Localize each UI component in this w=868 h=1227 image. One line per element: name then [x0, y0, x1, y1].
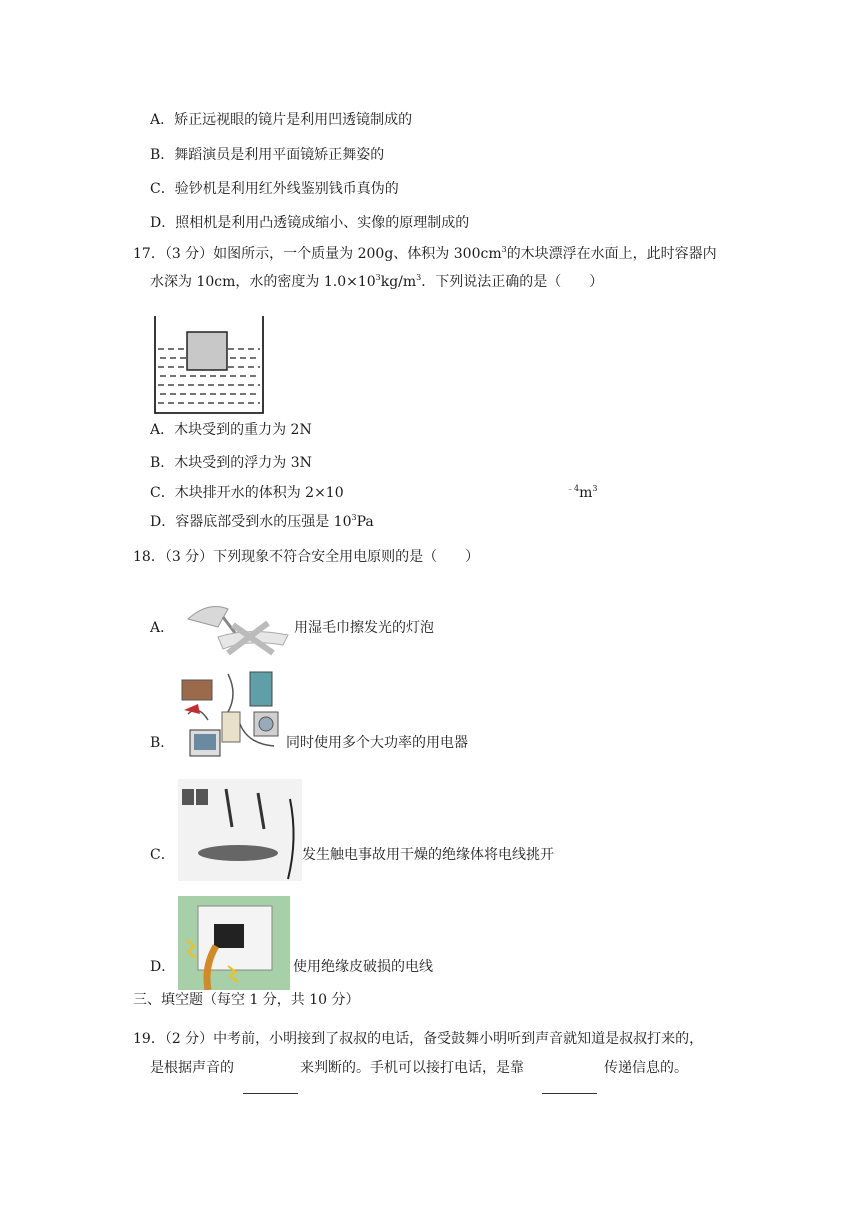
wall-switch-2 — [196, 789, 208, 805]
q18-option-a-text: 用湿毛巾擦发光的灯泡 — [294, 620, 434, 636]
q19-answer-blank-1[interactable] — [243, 1093, 298, 1094]
q19-line2-part-c: 传递信息的。 — [604, 1060, 688, 1076]
water-container-diagram — [150, 313, 270, 417]
q16-option-b: B．舞蹈演员是利用平面镜矫正舞姿的 — [150, 147, 385, 163]
wet-towel-lamp-picture — [178, 597, 293, 657]
section3-title: 三、填空题（每空 1 分，共 10 分） — [133, 992, 360, 1008]
lamp-shade — [188, 607, 228, 627]
q18-option-b-text: 同时使用多个大功率的用电器 — [286, 735, 468, 751]
microwave — [182, 680, 212, 700]
q16-option-d: D．照相机是利用凸透镜成缩小、实像的原理制成的 — [150, 215, 470, 231]
washer-door — [259, 717, 273, 731]
q17-option-a: A．木块受到的重力为 2N — [150, 422, 312, 438]
tv-screen — [194, 734, 216, 750]
q16-option-a: A．矫正远视眼的镜片是利用凹透镜制成的 — [150, 112, 413, 128]
plug — [214, 924, 244, 948]
power-strip — [222, 712, 240, 742]
wooden-block — [187, 332, 227, 370]
q17-stem-line1: 17．（3 分）如图所示，一个质量为 200g、体积为 $300cm^3$的木块漂浮在水面上，此时容器内 — [133, 245, 717, 262]
q18-option-d-text: 使用绝缘皮破损的电线 — [293, 959, 433, 975]
many-appliances-picture — [178, 664, 286, 766]
victim-on-floor — [198, 845, 278, 861]
q17-option-c-unit: $^{﹣4}m^3$ — [566, 484, 598, 501]
q17-stem-line2: 水深为 10cm，水的密度为 $1.0\times 10^3kg/m^3$．下列说法正确的是（ ） — [150, 273, 604, 290]
fridge — [250, 672, 272, 706]
q17-option-b: B．木块受到的浮力为 3N — [150, 455, 312, 471]
iron — [184, 704, 200, 714]
q16-option-c: C．验钞机是利用红外线鉴别钱币真伪的 — [150, 181, 399, 197]
q18-stem: 18．（3 分）下列现象不符合安全用电原则的是（ ） — [133, 549, 480, 565]
q17-option-c: C．木块排开水的体积为 2×10 — [150, 485, 344, 501]
q18-option-b-letter: B． — [150, 735, 175, 751]
q19-answer-blank-2[interactable] — [542, 1093, 597, 1094]
q19-stem-line1: 19．（2 分）中考前，小明接到了叔叔的电话，备受鼓舞小明听到声音就知道是叔叔打来的， — [133, 1031, 704, 1047]
q18-option-c-letter: C． — [150, 847, 175, 863]
q18-option-c-text: 发生触电事故用干燥的绝缘体将电线挑开 — [302, 847, 554, 863]
wall-switch-1 — [182, 789, 194, 805]
q17-option-d: D．容器底部受到水的压强是 $10^3Pa$ — [150, 513, 374, 530]
q19-line2-part-b: 来判断的。手机可以接打电话，是靠 — [300, 1060, 524, 1076]
damaged-wire-picture — [178, 896, 290, 990]
shock-rescue-picture — [178, 779, 302, 881]
q18-option-d-letter: D． — [150, 959, 176, 975]
q19-line2-part-a: 是根据声音的 — [150, 1060, 234, 1076]
q18-option-a-letter: A． — [150, 620, 175, 636]
